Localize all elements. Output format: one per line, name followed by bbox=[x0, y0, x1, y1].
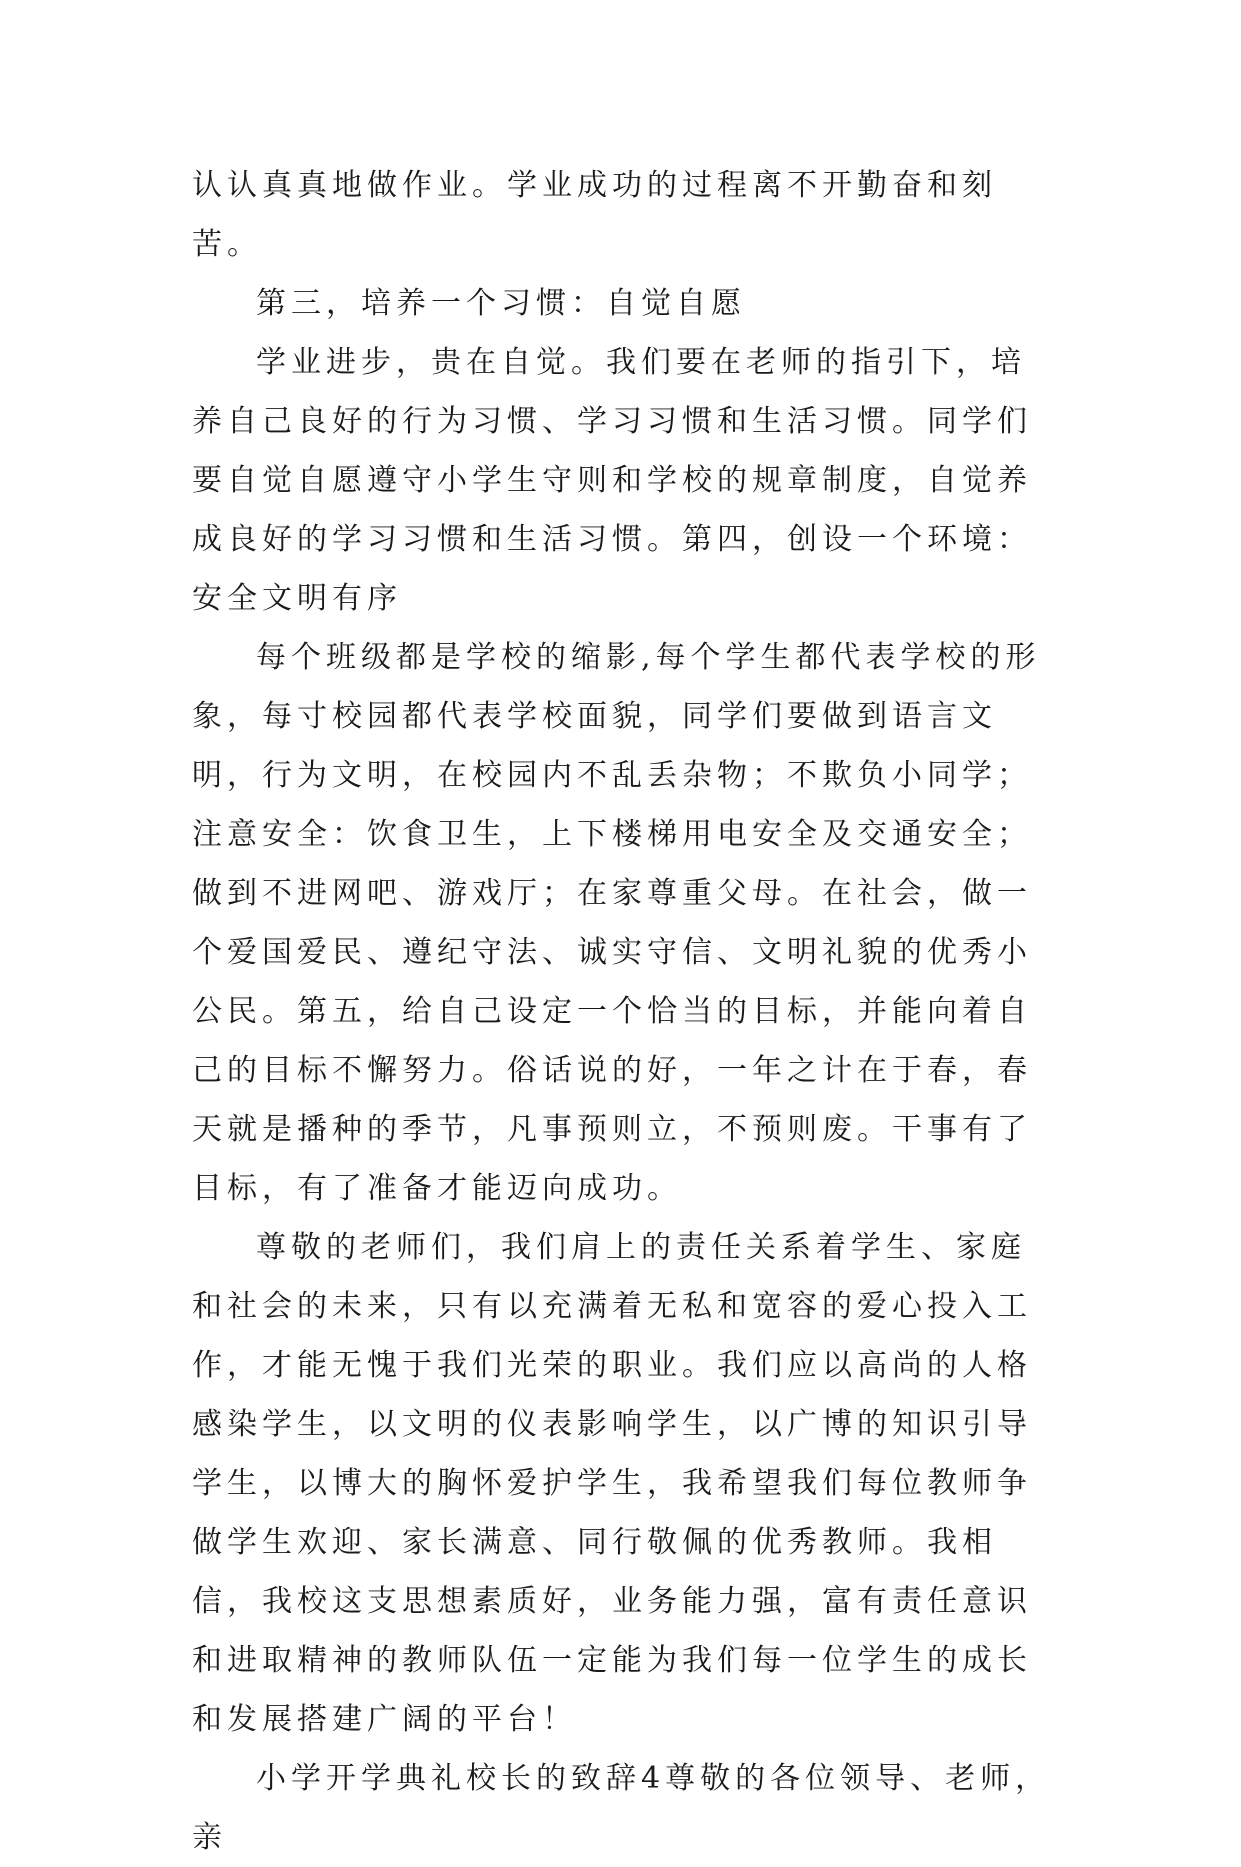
paragraph-speech-title: 小学开学典礼校长的致辞4尊敬的各位领导、老师，亲 bbox=[192, 1761, 1051, 1855]
paragraph-self-discipline: 学业进步，贵在自觉。我们要在老师的指引下，培养自己良好的行为习惯、学习习惯和生活习惯。同学们要自觉自愿遵守小学生守则和学校的规章制度，自觉养成良好的学习习惯和生活习惯。第四，创设一个环境：安全文明有序 bbox=[192, 345, 1032, 616]
paragraph-continuation: 认认真真地做作业。学业成功的过程离不开勤奋和刻苦。 bbox=[192, 168, 997, 262]
paragraph-school-image: 每个班级都是学校的缩影,每个学生都代表学校的形象，每寸校园都代表学校面貌，同学们要做到语言文明，行为文明，在校园内不乱丢杂物；不欺负小同学；注意安全：饮食卫生，上下楼梯用电安全及交通安全；做到不进网吧、游戏厅；在家尊重父母。在社会，做一个爱国爱民、遵纪守法、诚实守信、文明礼貌的优秀小公民。第五，给自己设定一个恰当的目标，并能向着自己的目标不懈努力。俗话说的好，一年之计在于春，春天就是播种的季节，凡事预则立，不预则废。干事有了目标，有了准备才能迈向成功。 bbox=[192, 640, 1041, 1206]
paragraph-teachers: 尊敬的老师们，我们肩上的责任关系着学生、家庭和社会的未来，只有以充满着无私和宽容的爱心投入工作，才能无愧于我们光荣的职业。我们应以高尚的人格感染学生，以文明的仪表影响学生，以广博的知识引导学生，以博大的胸怀爱护学生，我希望我们每位教师争做学生欢迎、家长满意、同行敬佩的优秀教师。我相信，我校这支思想素质好，业务能力强，富有责任意识和进取精神的教师队伍一定能为我们每一位学生的成长和发展搭建广阔的平台！ bbox=[192, 1230, 1032, 1737]
paragraph-heading-third: 第三，培养一个习惯：自觉自愿 bbox=[256, 286, 746, 321]
document-body bbox=[192, 156, 1052, 1867]
